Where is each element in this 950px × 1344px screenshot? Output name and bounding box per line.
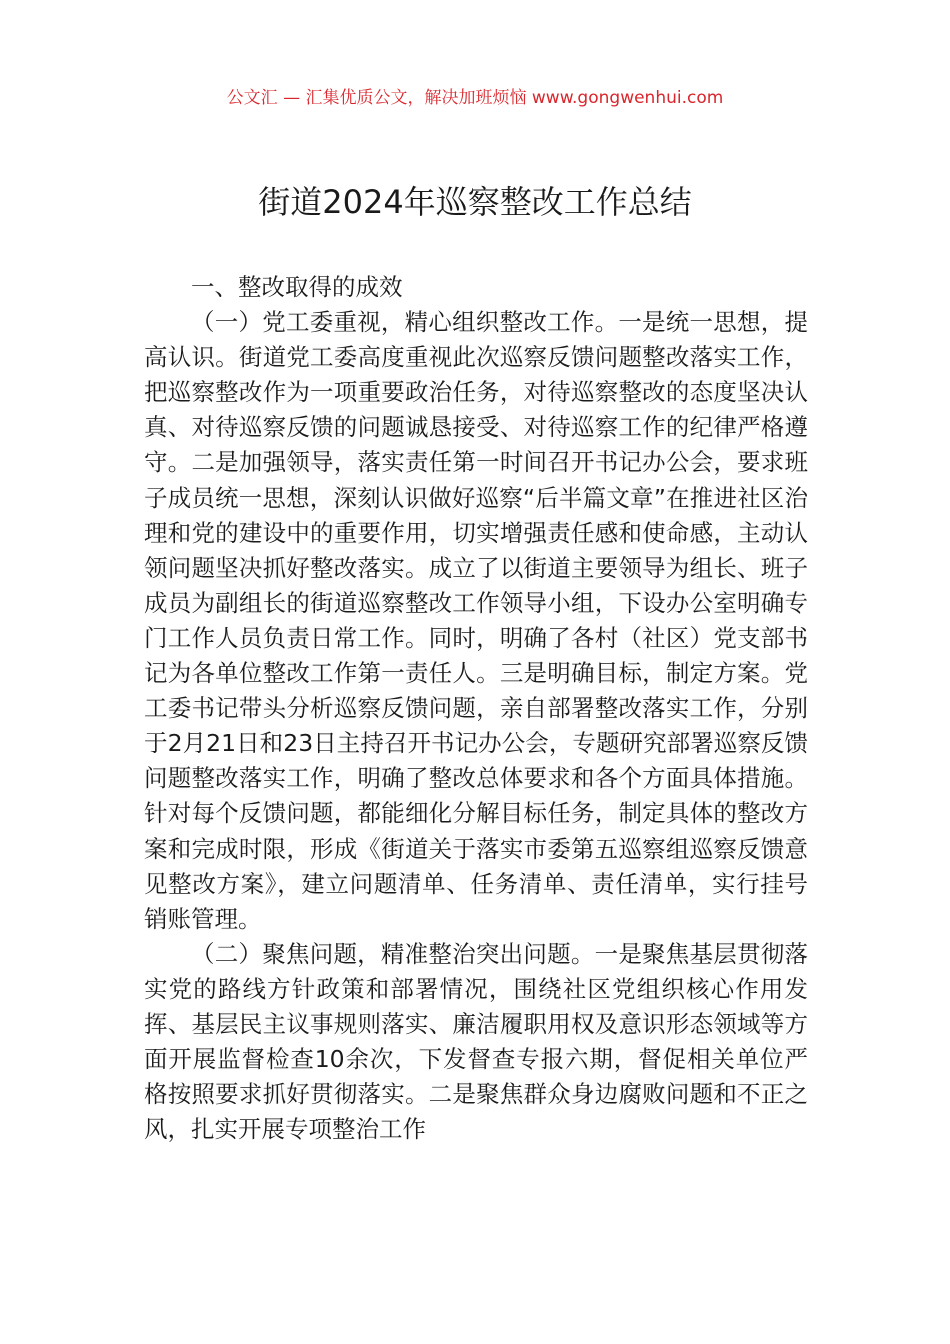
header-banner[interactable]: 公文汇 — 汇集优质公文，解决加班烦恼 www.gongwenhui.com: [226, 88, 724, 108]
paragraph: （一）党工委重视，精心组织整改工作。一是统一思想，提高认识。街道党工委高度重视此次巡察反馈问题整改落实工作，把巡察整改作为一项重要政治任务，对待巡察整改的态度坚决认真、对待巡察反馈的问题诚恳接受、对待巡察工作的纪律严格遵守。二是加强领导，落实责任第一时间召开书记办公会，要求班子成员统一思想，深刻认识做好巡察“后半篇文章”在推进社区治理和党的建设中的重要作用，切实增强责任感和使命感，主动认领问题坚决抓好整改落实。成立了以街道主要领导为组长、班子成员为副组长的街道巡察整改工作领导小组，下设办公室明确专门工作人员负责日常工作。同时，明确了各村（社区）党支部书记为各单位整改工作第一责任人。三是明确目标，制定方案。党工委书记带头分析巡察反馈问题，亲自部署整改落实工作，分别于2月21日和23日主持召开书记办公会，专题研究部署巡察反馈问题整改落实工作，明确了整改总体要求和各个方面具体措施。针对每个反馈问题，都能细化分解目标任务，制定具体的整改方案和完成时限，形成《街道关于落实市委第五巡察组巡察反馈意见整改方案》，建立问题清单、任务清单、责任清单，实行挂号销账管理。: [144, 308, 808, 933]
section-heading: 一、整改取得的成效: [191, 273, 403, 301]
paragraph: （二）聚焦问题，精准整治突出问题。一是聚焦基层贯彻落实党的路线方针政策和部署情况，围绕社区党组织核心作用发挥、基层民主议事规则落实、廉洁履职用权及意识形态领域等方面开展监督检查10余次，下发督查专报六期，督促相关单位严格按照要求抓好贯彻落实。二是聚焦群众身边腐败问题和不正之风，扎实开展专项整治工作: [144, 939, 808, 1144]
document-body: [144, 270, 808, 1147]
document-title: 街道2024年巡察整改工作总结: [258, 183, 692, 221]
